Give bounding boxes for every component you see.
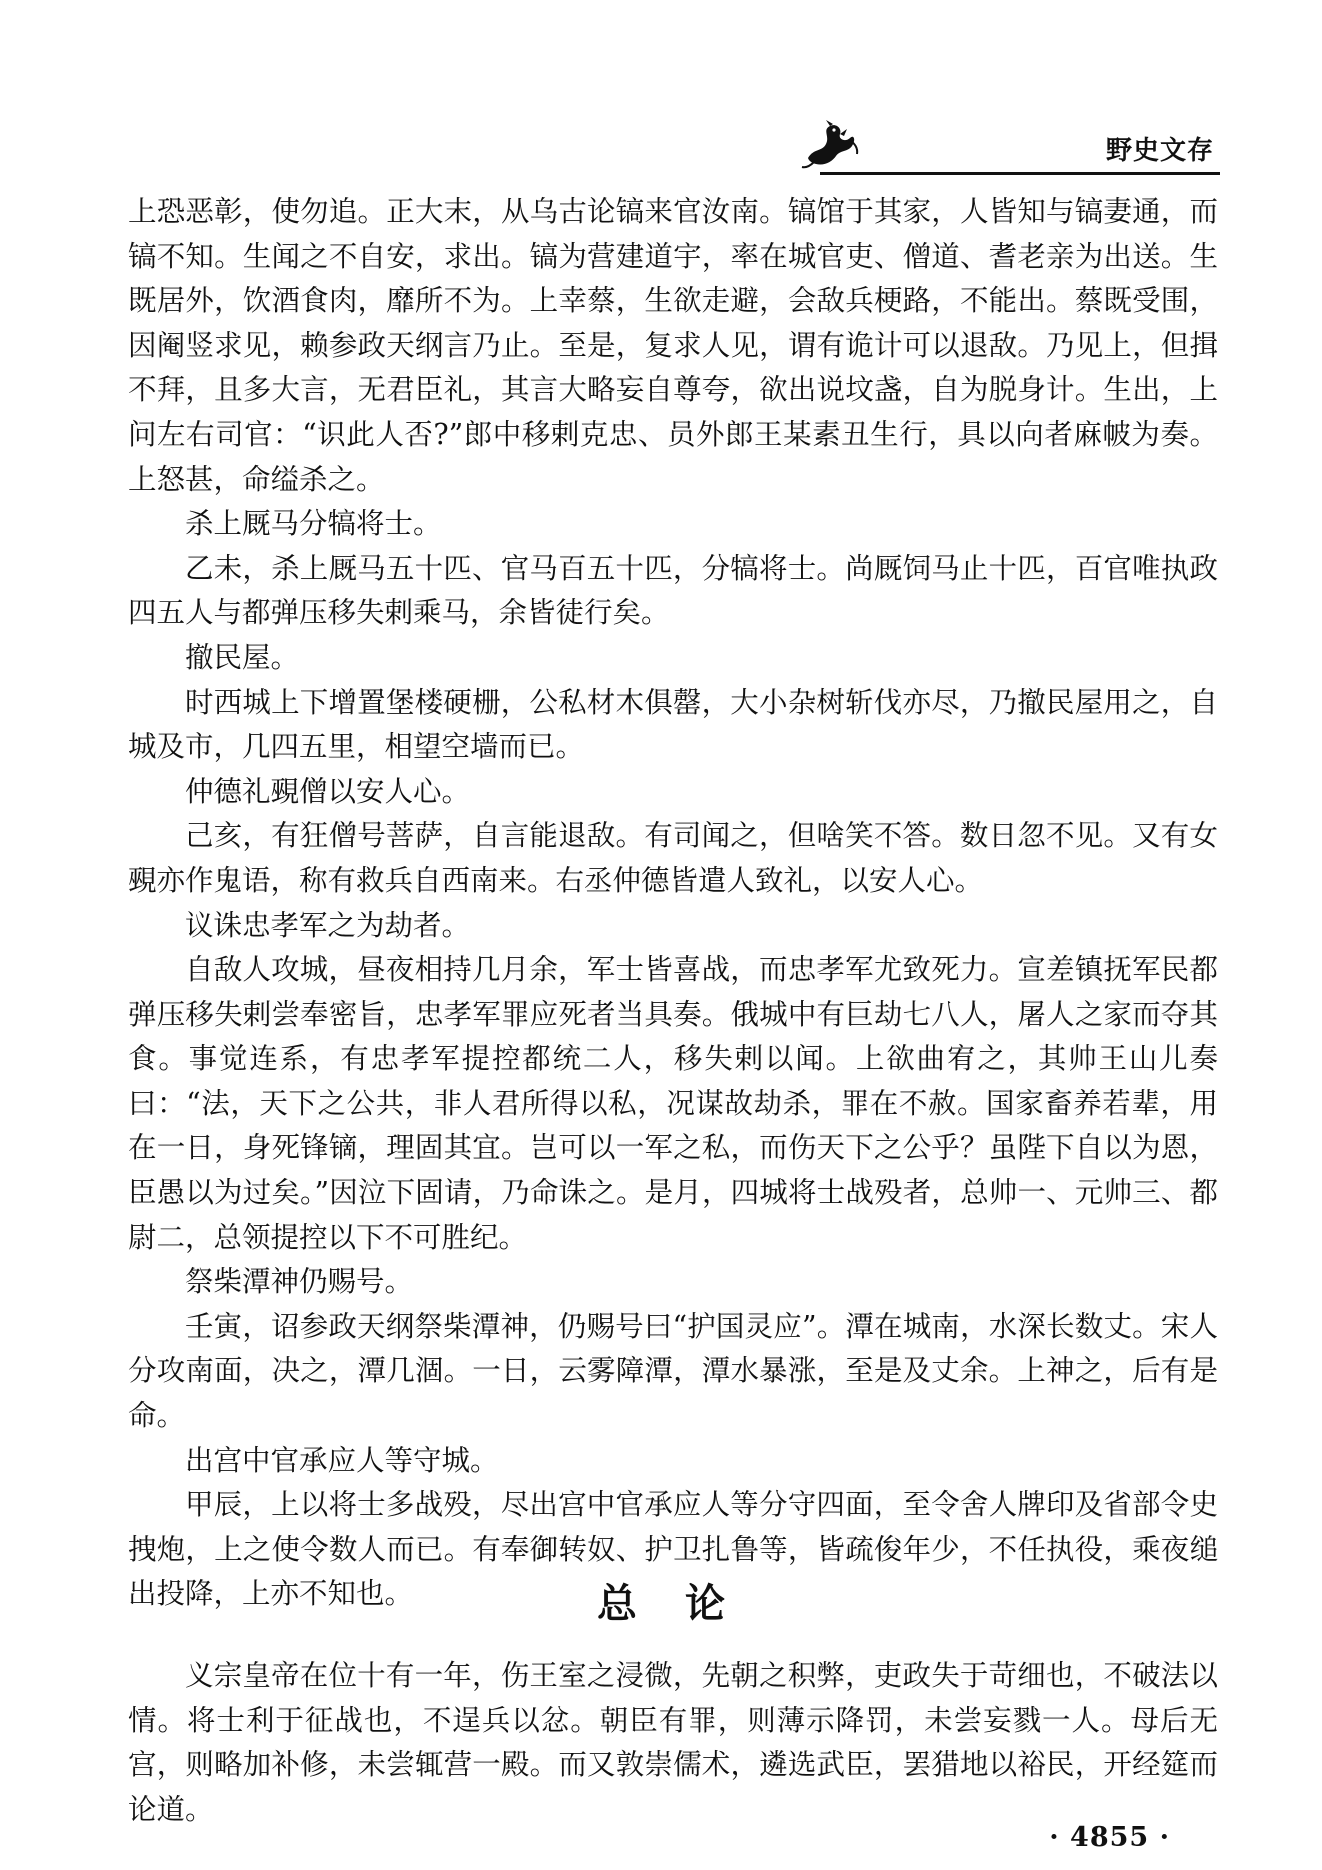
body-paragraph: 己亥，有狂僧号菩萨，自言能退敌。有司闻之，但啥笑不答。数日忽不见。又有女覡亦作鬼语，称有救兵自西南来。右丞仲德皆遣人致礼，以安人心。 (128, 819, 1218, 897)
section-title: 总论 (597, 1581, 773, 1627)
page-number: · 4855 · (1049, 1822, 1170, 1853)
dragon-emblem-icon (800, 118, 860, 170)
body-paragraph: 乙未，杀上厩马五十匹、官马百五十匹，分犒将士。尚厩饲马止十匹，百官唯执政四五人与都弹压移失剌乘马，余皆徒行矣。 (128, 551, 1218, 630)
body-paragraph: 上恐恶彰，使勿追。正大末，从乌古论镐来官汝南。镐馆于其家，人皆知与镐妻通，而镐不知。生闻之不自安，求出。镐为营建道宇，率在城官吏、僧道、耆老亲为出送。生既居外，饮酒食肉，靡所不为。上幸蔡，生欲走避，会敌兵梗路，不能出。蔡既受围，因阉竖求见，赖参政天纲言乃止。至是，复求人见，谓有诡计可以退敌。乃见上，但揖不拜，且多大言，无君臣礼，其言大略妄自尊夸，欲出说坟盏，自为脱身计。生出，上问左右司官：“识此人否?”郎中移剌克忠、员外郎王某素丑生行，具以向者麻帔为奏。上怒甚，命缢杀之。 (128, 195, 1218, 496)
body-paragraph: 壬寅，诏参政天纲祭柴潭神，仍赐号曰“护国灵应”。潭在城南，水深长数丈。宋人分攻南面，决之，潭几涸。一日，云雾障潭，潭水暴涨，至是及丈余。上神之，后有是命。 (128, 1309, 1218, 1433)
entry-heading: 祭柴潭神仍赐号。 (185, 1265, 414, 1299)
entry-heading: 出宫中官承应人等守城。 (185, 1443, 499, 1477)
entry-heading: 撤民屋。 (185, 640, 300, 674)
header-rule (820, 172, 1220, 175)
summary-paragraph: 义宗皇帝在位十有一年，伤王室之浸微，先朝之积弊，吏政失于苛细也，不破法以情。将士利于征战也，不逞兵以忿。朝臣有罪，则薄示降罚，未尝妄戮一人。母后无宫，则略加补修，未尝辄营一殿。而又敦崇儒术，遴选武臣，罢猎地以裕民，开经筵而论道。 (128, 1659, 1218, 1826)
body-paragraph: 时西城上下增置堡楼硬栅，公私材木俱罄，大小杂树斩伐亦尽，乃撤民屋用之，自城及市，几四五里，相望空墙而已。 (128, 685, 1218, 764)
body-paragraph: 自敌人攻城，昼夜相持几月余，军士皆喜战，而忠孝军尤致死力。宣差镇抚军民都弹压移失剌尝奉密旨，忠孝军罪应死者当具奏。俄城中有巨劫七八人，屠人之家而夺其食。事觉连系，有忠孝军提控都统二人，移失剌以闻。上欲曲宥之，其帅王山儿奏曰：“法，天下之公共，非人君所得以私，况谋故劫杀，罪在不赦。国家畜养若辈，用在一日，身死锋镝，理固其宜。岂可以一军之私，而伤天下之公乎？虽陛下自以为恩，臣愚以为过矣。”因泣下固请，乃命诛之。是月，四城将士战殁者，总帅一、元帅三、都尉二，总领提控以下不可胜纪。 (128, 953, 1218, 1254)
entry-heading: 杀上厩马分犒将士。 (185, 507, 442, 541)
running-title: 野史文存 (1105, 136, 1214, 166)
summary-section (128, 1654, 1218, 1832)
page-header (800, 118, 1220, 178)
entry-heading: 仲德礼覡僧以安人心。 (185, 774, 471, 808)
entry-heading: 议诛忠孝军之为劫者。 (185, 908, 471, 942)
body-paragraph: 甲辰，上以将士多战殁，尽出宫中官承应人等分守四面，至令舍人牌印及省部令史拽炮，上之使令数人而已。有奉御转奴、护卫扎鲁等，皆疏俊年少，不任执役，乘夜缒出投降，上亦不知也。 (128, 1488, 1218, 1611)
body-text (128, 190, 1218, 1617)
